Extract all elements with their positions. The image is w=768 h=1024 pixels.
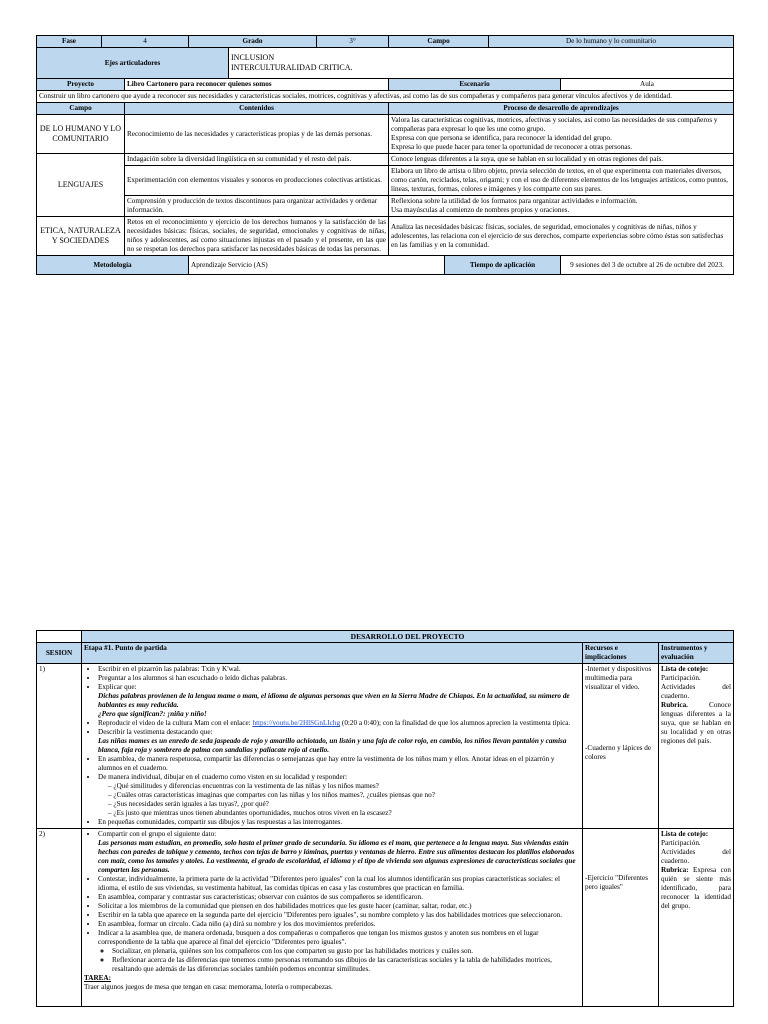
s1-question: ¿Pero que significan?: ¡niña y niño! [98, 710, 207, 719]
session-number-2: 2) [37, 829, 82, 1007]
ejes-value [229, 48, 734, 79]
project-description: Construir un libro cartonero que ayude a reconocer sus necesidades y características sociales, motrices, cognitivas y afectivas, así como las de sus compañeras y compañeros para generar vínculos afectivos y de identidad. [37, 91, 734, 103]
s2-sub-item: ◦ Socializar, en plenaria, quiénes son los compañeros con los que comparten su gusto por las habilidades motrices y cuáles son. [112, 947, 580, 956]
pda-lenguajes-3 [389, 196, 734, 217]
pda-lenguajes-1: Conoce lenguas diferentes a la suya, que se hablan en su localidad y en otras regiones del país. [389, 154, 734, 166]
session-1-recursos [583, 664, 659, 829]
escenario-label: Escenario [389, 79, 561, 91]
campo-etica: ETICA, NATURALEZA Y SOCIEDADES [37, 217, 125, 256]
contenido-lenguajes-1: Indagación sobre la diversidad lingüística en su comunidad y el resto del país. [125, 154, 389, 166]
proyecto-label: Proyecto [37, 79, 125, 91]
s1-explain: Explicar que: [98, 683, 137, 692]
session-number-1: 1) [37, 664, 82, 829]
campo-humano: DE LO HUMANO Y LO COMUNITARIO [37, 115, 125, 154]
session-1-activities [82, 664, 583, 829]
s1-bullet [98, 719, 580, 728]
escenario-value: Aula [561, 79, 734, 91]
s1-video-post: (0:20 a 0:40); con la finalidad de que los alumnos aprecien la vestimenta típica. [341, 719, 571, 728]
s2-lista-label: Lista de cotejo: [661, 830, 709, 839]
col-recursos: Recursos e implicaciones [583, 643, 659, 664]
col-campo: Campo [37, 103, 125, 115]
s1-recurso-1: -Internet y dispositivos multimedia para visualizar el video. [585, 665, 652, 692]
s2-bullet: • Escribir en la tabla que aparece en la segunda parte del ejercicio "Diferentes pero iguales", su nombre completo y las dos habilidades motrices que seleccionaron. [98, 911, 580, 920]
session-2-evaluacion [659, 829, 734, 1007]
s2-share: Compartir con el grupo el siguiente dato: [98, 830, 217, 839]
pda-lenguajes-3b: Usa mayúsculas al comienzo de nombres propios y oraciones. [391, 206, 570, 214]
pda-lenguajes-2: Elabora un libro de artista o libro objeto, previa selección de textos, en el que experimenta con materiales diversos, como cartón, reciclados, telas, origami; y con el uso de diferentes elementos de los lenguajes artísticos, como puntos, líneas, texturas, formas, colores e imágenes y los comparte con sus pares. [389, 166, 734, 196]
metodologia-label: Metodología [37, 256, 189, 275]
session-2-recursos [583, 829, 659, 1007]
s1-bullet [98, 683, 580, 719]
s2-inst-1: Participación. [661, 839, 701, 848]
proyecto-value: Libro Cartonero para reconocer quienes somos [125, 79, 389, 91]
planning-table [36, 35, 734, 275]
col-etapa: Etapa #1. Punto de partida [82, 643, 583, 664]
grado-value: 3° [317, 36, 389, 48]
s1-draw: De manera individual, dibujar en el cuaderno como visten en su localidad y responder: [98, 773, 348, 782]
grado-label: Grado [189, 36, 317, 48]
contenido-lenguajes-2: Experimentación con elementos visuales y sonoros en producciones colectivas artísticas. [125, 166, 389, 196]
s1-bullet: • En pequeñas comunidades, compartir sus dibujos y las respuestas a las interrogantes. [98, 818, 580, 827]
s2-bullet [98, 830, 580, 875]
desarrollo-table [36, 630, 734, 1007]
video-link[interactable]: https://youtu.be/2HlSGnLIchg [252, 719, 341, 728]
s1-bullet: • En asamblea, de manera respetuosa, compartir las diferencias o semejanzas que hay entre la vestimenta de los niños mam y ellos. Anotar ideas en el pizarrón y alumnos en el cuaderno. [98, 755, 580, 773]
col-pda: Proceso de desarrollo de aprendizajes [389, 103, 734, 115]
s1-bullet [98, 773, 580, 818]
s2-bullet [98, 929, 580, 974]
s1-rubrica-label: Rubrica. [661, 701, 688, 710]
eje-inclusion: INCLUSION [231, 53, 275, 62]
ejes-label: Ejes articuladores [37, 48, 229, 79]
s1-question-item: – ¿Es justo que mientras unos tienen abundantes oportunidades, muchos otros viven en la escasez? [108, 809, 580, 818]
s1-recurso-2: -Cuaderno y lápices de colores [585, 744, 652, 762]
s1-question-item: – ¿Sus necesidades serán iguales a las tuyas?, ¿por qué? [108, 800, 580, 809]
col-contenidos: Contenidos [125, 103, 389, 115]
session-2-activities [82, 829, 583, 1007]
s2-indicate: Indicar a la asamblea que, de manera ordenada, busquen a dos compañeras o compañeros que tengan los mismos gustos y anoten sus nombres en el lugar correspondiente de la tabla que aparece al final del ejercicio "Diferentes pero iguales". [98, 929, 539, 947]
s1-rubrica: Conoce lenguas diferentes a la suya, que se hablan en su localidad y en otras regiones del país. [661, 701, 731, 746]
tarea-text: Traer algunos juegos de mesa que tengan en casa: memorama, lotería o rompecabezas. [84, 983, 333, 992]
s1-lista-label: Lista de cotejo: [661, 665, 709, 674]
s1-inst-1: Participación. [661, 674, 701, 683]
tiempo-value: 9 sesiones del 3 de octubre al 26 de octubre del 2023. [561, 256, 734, 275]
campo-value: De lo humano y lo comunitario [489, 36, 734, 48]
s1-question-item: – ¿Cuáles otras características imaginas que compartes con las niñas y los niños mames?, ¿cuáles piensas que no? [108, 791, 580, 800]
s2-inst-2: Actividades del cuaderno. [661, 848, 731, 866]
s1-bullet: • Preguntar a los alumnos si han escuchado o leído dichas palabras. [98, 674, 580, 683]
s1-describe: Describir la vestimenta destacando que: [98, 728, 213, 737]
s2-rubrica: Expresa con quién se siente más identificado, para reconocer la identidad del grupo. [661, 866, 731, 911]
contenido-lenguajes-3: Comprensión y producción de textos discontinuos para organizar actividades y ordenar información. [125, 196, 389, 217]
contenido-etica: Retos en el reconocimiento y ejercicio de los derechos humanos y la satisfacción de las necesidades básicas: físicas, sociales, de seguridad, emocionales y cognitivas de niñas, niños y adolescentes, así como situaciones injustas en el pasado y el presente, en las que no se respetan los derechos para satisfacer las necesidades básicas de todas las personas. [125, 217, 389, 256]
col-instrumentos: Instrumentos y evaluación [659, 643, 734, 664]
s2-rubrica-label: Rubrica: [661, 866, 689, 875]
pda-etica: Analiza las necesidades básicas: físicas, sociales, de seguridad, emocionales y cognitivas de niñas, niños y adolescentes, las relaciona con el ejercicio de sus derechos, comparte experiencias sobre cómo éstas son satisfechas en las familias y en la comunidad. [389, 217, 734, 256]
fase-value: 4 [102, 36, 189, 48]
s1-video-text: Reproducir el video de la cultura Mam con el enlace: [98, 719, 251, 728]
s1-describe-italic: Las niñas mames es un enredo de seda jaspeado de rojo y amarillo achiotado, un listón y una faja de color rojo, en cambio, los niños llevan pantalón y camisa blanca, faja roja y sombrero de palma con sandalias y paliacate rojo al cuello. [98, 737, 567, 755]
pda-humano-2: Expresa con que persona se identifica, para reconocer la identidad del grupo. [391, 134, 612, 142]
s1-explain-italic: Dichas palabras provienen de la lengua mame o mam, el idioma de algunas personas que viven en la Sierra Madre de Chiapas. En la actualidad, su número de hablantes es muy reducida. [98, 692, 570, 710]
s2-bullet: • En asamblea, comparar y contrastar sus características; observar con cuántos de sus compañeros se identificaron. [98, 893, 580, 902]
s2-bullet: • Contestar, individualmente, la primera parte de la actividad "Diferentes pero iguales" con la cual los alumnos identificarán sus propias características sociales: el idioma, el estilo de sus viviendas, su vestimenta habitual, las comidas típicas en casa y las costumbres que practican en familia. [98, 875, 580, 893]
fase-label: Fase [37, 36, 102, 48]
tiempo-label: Tiempo de aplicación [445, 256, 561, 275]
s1-bullet [98, 728, 580, 755]
contenido-humano: Reconocimiento de las necesidades y características propias y de las demás personas. [125, 115, 389, 154]
pda-humano-3: Expresa lo que puede hacer para tener la oportunidad de reconocer a otras personas. [391, 143, 633, 151]
s2-recurso-1: -Ejercicio "Diferentes pero iguales" [585, 874, 648, 892]
s1-bullet: • Escribir en el pizarrón las palabras: Txin y K'wal. [98, 665, 580, 674]
campo-lenguajes: LENGUAJES [37, 154, 125, 217]
s1-inst-2: Actividades del cuaderno. [661, 683, 731, 701]
pda-humano [389, 115, 734, 154]
eje-interculturalidad: INTERCULTURALIDAD CRITICA. [231, 63, 353, 72]
s1-question-item: – ¿Qué similitudes y diferencias encuentras con la vestimenta de las niñas y los niños mames? [108, 782, 580, 791]
campo-label: Campo [389, 36, 489, 48]
s2-bullet: • Solicitar a los miembros de la comunidad que piensen en dos habilidades motrices que les guste hacer (caminar, saltar, rodar, etc.) [98, 902, 580, 911]
desarrollo-title: DESARROLLO DEL PROYECTO [82, 631, 734, 643]
session-1-evaluacion [659, 664, 734, 829]
pda-lenguajes-3a: Reflexiona sobre la utilidad de los formatos para organizar actividades e información. [391, 197, 638, 205]
pda-humano-1: Valora las características cognitivas, motrices, afectivas y sociales, así como las necesidades de sus compañeros y compañeras para expresar lo que les une como grupo. [391, 116, 718, 133]
s2-sub-item: ◦ Reflexionar acerca de las diferencias que tenemos como personas retomando sus dibujos de las características sociales y la tabla de habilidades motrices, resaltando que además de las diferencias sociales también podemos encontrar similitudes. [112, 956, 580, 974]
col-sesion: SESION [37, 643, 82, 664]
s2-share-italic: Las personas mam estudian, en promedio, solo hasta el primer grado de secundaria. Su idioma es el mam, que pertenece a la lengua maya. Sus viviendas están hechas con paredes de tabique y cemento, techos con tejas de barro y láminas, puertas y ventanas de hierro. Entre sus alimentos destacan los platillos elaborados con maíz, como los tamales y atoles. La vestimenta, el grado de escolaridad, el idioma y el tipo de vivienda son algunas expresiones de características sociales que comparten las personas. [98, 839, 576, 875]
tarea-label: TAREA: [84, 974, 112, 983]
metodologia-value: Aprendizaje Servicio (AS) [189, 256, 445, 275]
s2-bullet: • En asamblea, formar un círculo. Cada niño (a) dirá su nombre y los dos movimientos preferidos. [98, 920, 580, 929]
